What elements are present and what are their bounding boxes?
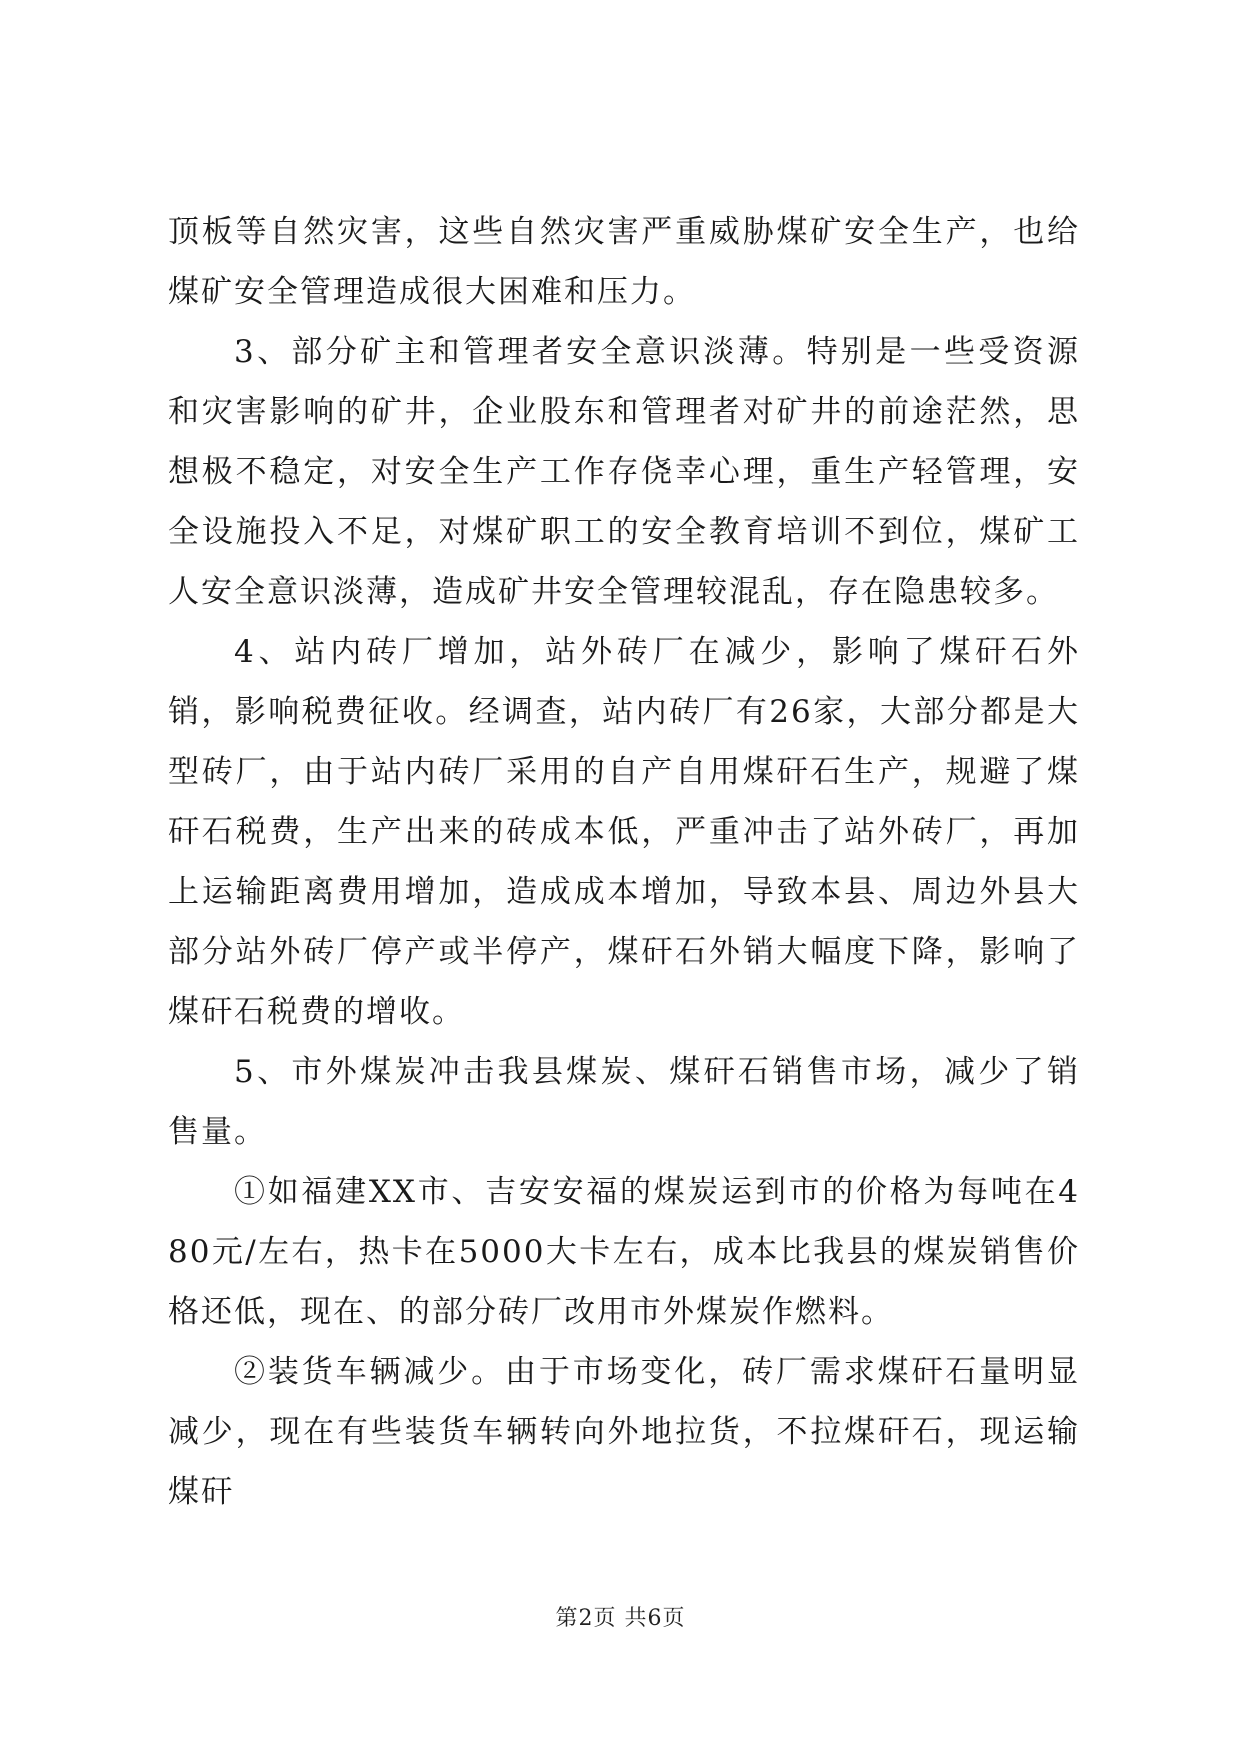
paragraph-continuation: 顶板等自然灾害，这些自然灾害严重威胁煤矿安全生产，也给煤矿安全管理造成很大困难和压力。 (168, 214, 1080, 310)
paragraph-subitem-2: ②装货车辆减少。由于市场变化，砖厂需求煤矸石量明显减少，现在有些装货车辆转向外地拉货，不拉煤矸石，现运输煤矸 (168, 1354, 1080, 1510)
paragraph-item-3: 3、部分矿主和管理者安全意识淡薄。特别是一些受资源和灾害影响的矿井，企业股东和管理者对矿井的前途茫然，思想极不稳定，对安全生产工作存侥幸心理，重生产轻管理，安全设施投入不足，对煤矿职工的安全教育培训不到位，煤矿工人安全意识淡薄，造成矿井安全管理较混乱，存在隐患较多。 (168, 334, 1080, 610)
paragraph-subitem-1: ①如福建XX市、吉安安福的煤炭运到市的价格为每吨在480元/左右，热卡在5000大卡左右，成本比我县的煤炭销售价格还低，现在、的部分砖厂改用市外煤炭作燃料。 (168, 1174, 1080, 1330)
page-footer: 第2页 共6页 (555, 1606, 686, 1631)
paragraph-item-4: 4、站内砖厂增加，站外砖厂在减少，影响了煤矸石外销，影响税费征收。经调查，站内砖厂有26家，大部分都是大型砖厂，由于站内砖厂采用的自产自用煤矸石生产，规避了煤矸石税费，生产出来的砖成本低，严重冲击了站外砖厂，再加上运输距离费用增加，造成成本增加，导致本县、周边外县大部分站外砖厂停产或半停产，煤矸石外销大幅度下降，影响了煤矸石税费的增收。 (168, 634, 1080, 1030)
paragraph-item-5: 5、市外煤炭冲击我县煤炭、煤矸石销售市场，减少了销售量。 (168, 1054, 1080, 1150)
body-text (168, 202, 1080, 1522)
